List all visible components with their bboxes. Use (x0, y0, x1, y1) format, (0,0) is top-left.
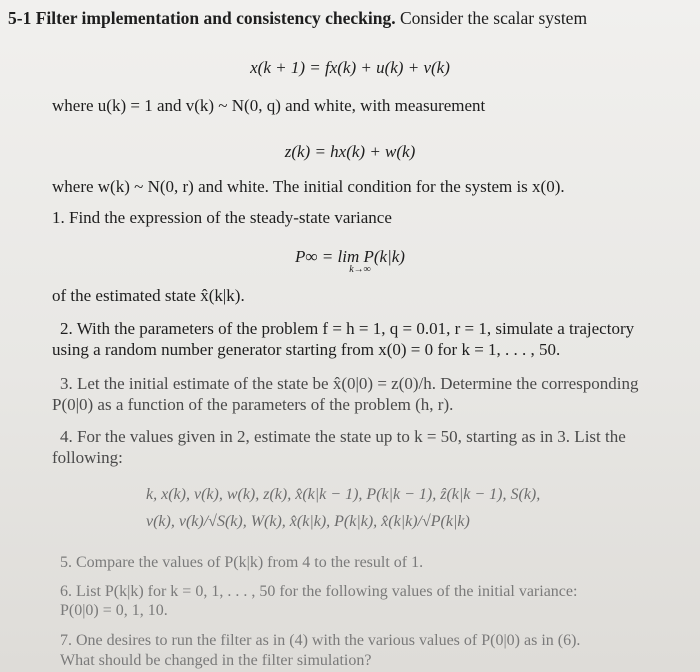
limit-subscript: k→∞ (349, 264, 371, 275)
estimated-state-text: of the estimated state x̂(k|k). (52, 286, 245, 305)
item-3-line-1: 3. Let the initial estimate of the state be x̂(0|0) = z(0)/h. Determine the corresponding (60, 374, 639, 393)
item-3-line-2: P(0|0) as a function of the parameters of the problem (h, r). (52, 395, 454, 414)
problem-title: Filter implementation and consistency checking. (35, 8, 396, 28)
quantities-list-line-1: k, x(k), v(k), w(k), z(k), x̂(k|k − 1), P(k|k − 1), ẑ(k|k − 1), S(k), (146, 486, 541, 503)
item-1: 1. Find the expression of the steady-state variance (52, 208, 392, 227)
problem-number: 5-1 (8, 8, 32, 28)
item-4-line-1: 4. For the values given in 2, estimate the state up to k = 50, starting as in 3. List the (60, 427, 626, 446)
steady-state-equation: P∞ = lim P(k|k) (295, 247, 405, 266)
item-5: 5. Compare the values of P(k|k) from 4 to the result of 1. (60, 554, 424, 571)
measurement-equation: z(k) = hx(k) + w(k) (284, 142, 416, 161)
where-w-text: where w(k) ~ N(0, r) and white. The initial condition for the system is x(0). (52, 177, 565, 196)
where-u-text: where u(k) = 1 and v(k) ~ N(0, q) and white, with measurement (52, 96, 486, 115)
item-2-line-2: using a random number generator starting from x(0) = 0 for k = 1, . . . , 50. (52, 340, 561, 359)
problem-intro: Consider the scalar system (399, 8, 588, 28)
quantities-list-line-2: ν(k), ν(k)/√S(k), W(k), x̂(k|k), P(k|k), x̂(k|k)/√P(k|k) (146, 513, 470, 530)
item-4-line-2: following: (52, 448, 123, 467)
item-7-line-2: What should be changed in the filter simulation? (60, 652, 372, 669)
problem-heading (8, 8, 587, 28)
item-6-line-2: P(0|0) = 0, 1, 10. (60, 602, 168, 619)
item-6-line-1: 6. List P(k|k) for k = 0, 1, . . . , 50 for the following values of the initial variance: (60, 583, 578, 600)
item-7-line-1: 7. One desires to run the filter as in (4) with the various values of P(0|0) as in (6). (60, 632, 581, 649)
system-equation: x(k + 1) = fx(k) + u(k) + v(k) (250, 58, 450, 77)
item-2-line-1: 2. With the parameters of the problem f = h = 1, q = 0.01, r = 1, simulate a trajectory (60, 319, 635, 338)
